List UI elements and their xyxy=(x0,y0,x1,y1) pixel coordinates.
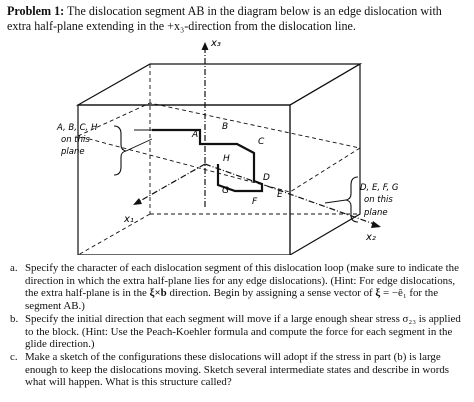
question-item xyxy=(7,313,469,351)
annotation-left-line3: plane xyxy=(61,147,85,157)
label-h: H xyxy=(223,154,230,164)
question-marker: b. xyxy=(10,312,19,325)
question-list xyxy=(7,262,469,389)
dislocation-diagram xyxy=(55,33,415,255)
label-g: G xyxy=(222,186,229,196)
x1-label: x₁ xyxy=(124,214,134,225)
x3-arrowhead xyxy=(202,42,209,50)
label-f: F xyxy=(252,197,258,207)
label-a: A xyxy=(192,130,199,140)
question-text: Make a sketch of the configurations these dislocations will adopt if the stress in part (b) is large enough to keep the dislocations moving. Sketch several intermediate states and describe in words what will happen. What is this structure called? xyxy=(25,350,450,389)
x1-arrowhead xyxy=(133,198,142,205)
question-text: direction. Begin by assigning a sense vector of xyxy=(166,287,376,300)
left-brace-pointer xyxy=(126,139,152,151)
label-b: B xyxy=(222,122,229,132)
annotation-right-line3: plane xyxy=(364,208,388,218)
question-marker: c. xyxy=(10,350,18,363)
question-item xyxy=(7,262,469,313)
annotation-right-line2: on this xyxy=(364,195,393,205)
x2-arrowhead xyxy=(371,221,381,228)
question-item xyxy=(7,351,469,389)
question-marker: a. xyxy=(10,262,18,274)
question-text: ξ×b xyxy=(149,287,167,300)
question-text: ξ xyxy=(375,287,381,300)
block-right-face xyxy=(290,64,360,255)
left-brace xyxy=(114,126,126,175)
label-e: E xyxy=(277,190,283,200)
dislocation-loop xyxy=(152,130,262,191)
block-top-face xyxy=(78,64,360,105)
annotation-left-line1: A, B, C, H xyxy=(57,123,98,133)
problem-statement xyxy=(7,4,469,34)
label-c: C xyxy=(258,137,265,147)
question-text: Specify the character of each dislocation segment of this dislocation loop (make sure to indicate the direction in which the extra half-plane lies for any edge dislocations). (Hint: For edge dislocations, the extra half-plane is in the xyxy=(25,262,459,300)
x2-label: x₂ xyxy=(366,232,376,243)
label-d: D xyxy=(263,173,270,183)
problem-label: Problem 1: xyxy=(7,4,65,18)
question-text: = −ê₁ for the segment AB.) xyxy=(25,287,439,313)
right-brace-pointer xyxy=(325,200,346,203)
annotation-right-line1: D, E, F, G xyxy=(360,183,399,193)
block-front-face xyxy=(78,105,290,255)
hidden-edge-depth xyxy=(78,214,150,255)
problem-text: The dislocation segment AB in the diagram below is an edge dislocation with extra half-plane extending in the +x₃-direction from the dislocation line. xyxy=(7,4,442,33)
annotation-left-line2: on this xyxy=(61,135,90,145)
x3-label: x₃ xyxy=(211,38,221,49)
question-text: Specify the initial direction that each segment will move if a large enough shear stress σ₂₃ is applied to the block. (Hint: Use the Peach-Koehler formula and compute the force for each segment in the glide direction.) xyxy=(25,312,461,351)
